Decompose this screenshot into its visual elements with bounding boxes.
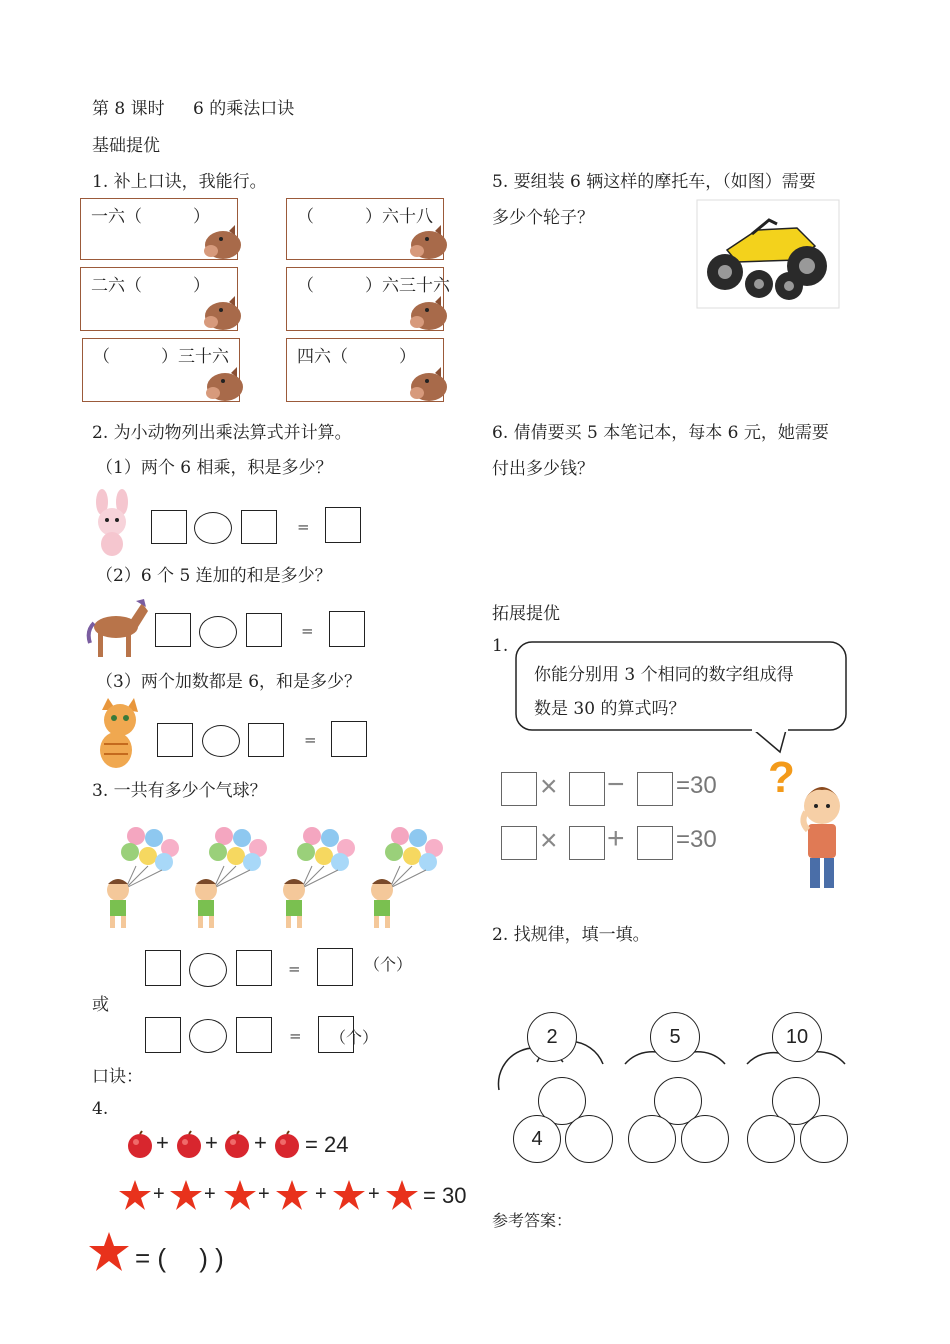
q2-sub3: （3）两个加数都是 6，和是多少？ [96, 672, 362, 692]
operator-oval[interactable] [199, 616, 237, 648]
boar-icon [203, 363, 247, 405]
atv-motorcycle-image [697, 200, 839, 308]
answer-box[interactable] [246, 613, 282, 647]
operator-oval[interactable] [189, 1019, 227, 1053]
answer-box[interactable] [569, 826, 605, 860]
equals-sign: = [301, 622, 314, 640]
star-answer[interactable]: = ( ) ) [135, 1243, 224, 1273]
star-icon [223, 1179, 257, 1211]
rabbit-icon [84, 490, 140, 558]
q6-title-line1: 6. 倩倩要买 5 本笔记本，每本 6 元，她需要 [492, 423, 829, 443]
answer-box[interactable] [248, 723, 284, 757]
section-basic: 基础提优 [92, 136, 160, 156]
equals-sign: = [288, 960, 301, 978]
equals-sign: = [297, 518, 310, 536]
equals-thirty: =30 [676, 772, 717, 799]
equals-sign: = [289, 1027, 302, 1045]
answer-box[interactable] [637, 826, 673, 860]
balloon-boy-icon [360, 826, 450, 930]
minus-sign: − [607, 768, 625, 801]
times-sign: × [540, 770, 558, 803]
operator-oval[interactable] [194, 512, 232, 544]
thinking-boy-icon [766, 752, 856, 894]
koujue-card-text[interactable]: （ ）三十六 [93, 347, 229, 367]
operator-oval[interactable] [202, 725, 240, 757]
koujue-card [286, 338, 444, 402]
q2-sub1: （1）两个 6 相乘，积是多少？ [96, 458, 333, 478]
q3-title: 3. 一共有多少个气球？ [92, 781, 267, 801]
plus-sign: + [254, 1130, 267, 1155]
koujue-card [286, 267, 450, 331]
boar-icon [201, 221, 245, 263]
answer-key-label: 参考答案： [492, 1211, 573, 1230]
plus-sign: + [156, 1130, 169, 1155]
plus-sign: + [205, 1130, 218, 1155]
pattern-circle-top: 5 [650, 1012, 700, 1062]
times-sign: × [540, 824, 558, 857]
koujue-card [80, 198, 238, 260]
answer-box[interactable] [236, 950, 272, 986]
star-icon [332, 1179, 366, 1211]
pattern-circle-blank[interactable] [800, 1115, 848, 1163]
koujue-card-text[interactable]: 四六（ ） [297, 347, 416, 367]
plus-sign: + [204, 1183, 216, 1205]
star-icon [118, 1179, 152, 1211]
koujue-card-text[interactable]: （ ）六十八 [297, 207, 433, 227]
koujue-card [82, 338, 240, 402]
koujue-card-text[interactable]: （ ）六三十六 [297, 276, 450, 296]
page-title: 6 的乘法口诀 [193, 99, 295, 119]
plus-sign: + [607, 822, 625, 855]
answer-box[interactable] [501, 826, 537, 860]
star-icon [88, 1231, 130, 1273]
balloon-boy-icon [272, 826, 362, 930]
boar-icon [407, 292, 451, 334]
answer-box[interactable] [145, 1017, 181, 1053]
apple-icon [274, 1131, 300, 1159]
koujue-card-text[interactable]: 二六（ ） [91, 276, 210, 296]
pattern-circle-bottom: 4 [513, 1115, 561, 1163]
koujue-card [286, 198, 444, 260]
q2-title: 2. 为小动物列出乘法算式并计算。 [92, 423, 352, 443]
q5-title-line1: 5. 要组装 6 辆这样的摩托车，（如图）需要 [492, 172, 816, 192]
answer-box[interactable] [569, 772, 605, 806]
lesson-label: 第 8 课时 [92, 99, 165, 119]
answer-box[interactable] [236, 1017, 272, 1053]
star-equation-result: = 30 [423, 1183, 467, 1208]
plus-sign: + [258, 1183, 270, 1205]
ext-q2-title: 2. 找规律，填一填。 [492, 925, 650, 945]
answer-box[interactable] [241, 510, 277, 544]
koujue-label: 口诀： [92, 1067, 143, 1087]
boar-icon [201, 292, 245, 334]
ext-q1-number: 1. [492, 636, 509, 656]
q1-title: 1. 补上口诀，我能行。 [92, 172, 267, 192]
answer-box[interactable] [501, 772, 537, 806]
answer-box[interactable] [151, 510, 187, 544]
star-icon [385, 1179, 419, 1211]
answer-box[interactable] [157, 723, 193, 757]
boar-icon [407, 221, 451, 263]
plus-sign: + [153, 1183, 165, 1205]
answer-box[interactable] [637, 772, 673, 806]
equals-sign: = [304, 731, 317, 749]
q6-title-line2: 付出多少钱？ [492, 459, 594, 479]
pattern-circle-blank[interactable] [565, 1115, 613, 1163]
unit-label: （个） [364, 955, 413, 974]
plus-sign: + [315, 1183, 327, 1205]
apple-icon [224, 1131, 250, 1159]
apple-equation-result: = 24 [305, 1132, 349, 1157]
answer-box[interactable] [331, 721, 367, 757]
svg-text:?: ? [768, 753, 795, 802]
q4-title: 4. [92, 1099, 109, 1119]
section-extension: 拓展提优 [492, 604, 560, 624]
horse-icon [86, 597, 150, 661]
pattern-circle-blank[interactable] [628, 1115, 676, 1163]
apple-icon [176, 1131, 202, 1159]
balloon-boy-icon [96, 826, 186, 930]
apple-icon [127, 1131, 153, 1159]
answer-box[interactable] [145, 950, 181, 986]
balloon-boy-icon [184, 826, 274, 930]
answer-box[interactable] [325, 507, 361, 543]
pattern-circle-blank[interactable] [681, 1115, 729, 1163]
cat-icon [86, 698, 150, 772]
bubble-text-line1: 你能分别用 3 个相同的数字组成得 [534, 665, 794, 685]
bubble-text-line2: 数是 30 的算式吗？ [534, 699, 686, 719]
answer-box[interactable] [155, 613, 191, 647]
answer-box[interactable] [329, 611, 365, 647]
q5-title-line2: 多少个轮子？ [492, 208, 594, 228]
pattern-circle-blank[interactable] [747, 1115, 795, 1163]
q2-sub2: （2）6 个 5 连加的和是多少？ [96, 566, 332, 586]
operator-oval[interactable] [189, 953, 227, 987]
unit-label: （个） [330, 1028, 379, 1047]
pattern-circle-top: 10 [772, 1012, 822, 1062]
koujue-card-text[interactable]: 一六（ ） [91, 207, 210, 227]
koujue-card [80, 267, 238, 331]
answer-box[interactable] [317, 948, 353, 986]
equals-thirty: =30 [676, 826, 717, 853]
star-icon [169, 1179, 203, 1211]
star-icon [275, 1179, 309, 1211]
or-label: 或 [92, 995, 109, 1015]
pattern-circle-top: 2 [527, 1012, 577, 1062]
boar-icon [407, 363, 451, 405]
plus-sign: + [368, 1183, 380, 1205]
